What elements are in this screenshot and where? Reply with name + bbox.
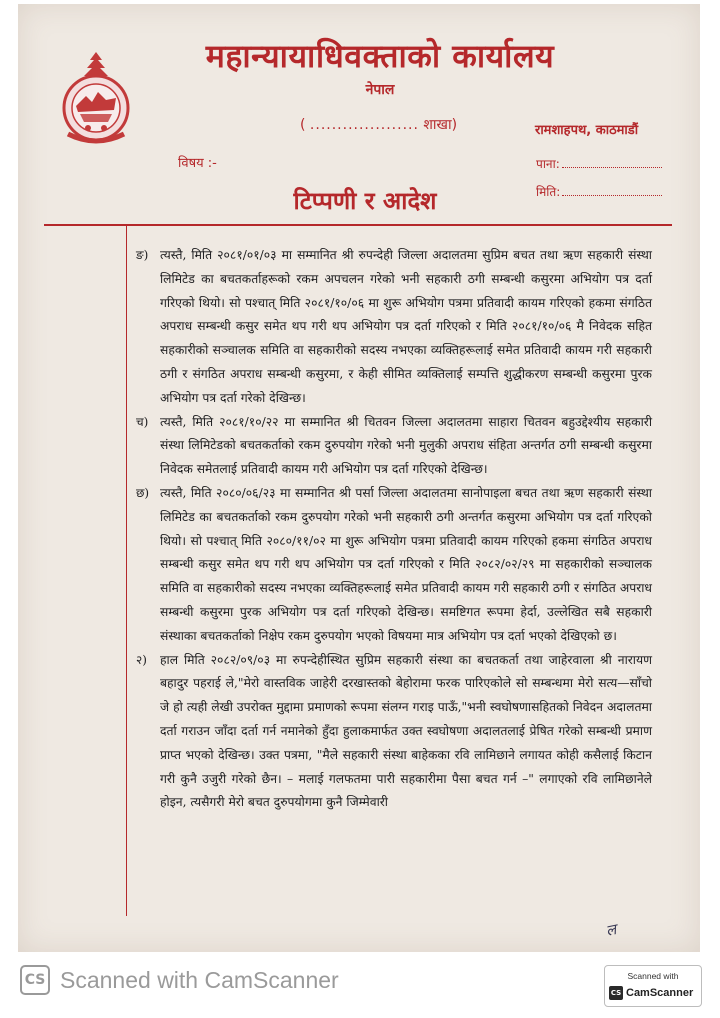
office-address: रामशाहपथ, काठमाडौं [535, 123, 639, 138]
camscanner-stamp [604, 965, 702, 1007]
date-field [536, 183, 662, 200]
header-rule [44, 224, 672, 226]
office-title: महान्यायाधिवक्ताको कार्यालय [205, 37, 555, 75]
page-number-field [536, 155, 662, 172]
paragraph-number: ङ) [136, 248, 149, 262]
paragraph-text: त्यस्तै, मिति २०८०/०६/२३ मा सम्मानित श्री पर्सा जिल्ला अदालतमा सानोपाइला बचत तथा ऋण सहकारी संस्था लिमिटेड का बचतकर्ताको रकम दुरुपयोग गरेको भनी सहकारी ठगी अन्तर्गत कसुरमा अभियोग पत्र दर्ता गरिएको थियो। सो पश्चात् मिति २०८०/११/०२ मा शुरू अभियोग पत्रमा प्रतिवादी कायम गरिएको हकमा संगठित अपराध सम्बन्धी कसुर समेत थप गरी थप अभियोग पत्र दर्ता गरिएको र मिति २०८२/०२/२९ मा सहकारीको सञ्चालक समिति वा सहकारीको सदस्य नभएका व्यक्तिहरूलाई समेत प्रतिवादी कायम गरी सहकारी ठगी र संगठित अपराध सम्बन्धी कसुरमा पुरक अभियोग पत्र दर्ता गरिएको देखिन्छ। समष्टिगत रूपमा हेर्दा, उल्लेखित सबै सहकारी संस्थाका बचतकर्ताको निक्षेप रकम दुरुपयोग भएको विषयमा मात्र अभियोग पत्र दर्ता भएको देखिएको छ। [160, 485, 652, 643]
date-leader [562, 185, 662, 196]
nepal-government-emblem-icon [58, 48, 134, 144]
document-body [136, 244, 652, 815]
paragraph-text: त्यस्तै, मिति २०८१/१०/२२ मा सम्मानित श्री चितवन जिल्ला अदालतमा साहारा चितवन बहुउद्देश्यीय सहकारी संस्था लिमिटेडको बचतकर्ताको रकम दुरुपयोग गरेको भनी मुलुकी अपराध संहिता अन्तर्गत ठगी सम्बन्धी कसुरमा निवेदक समेतलाई प्रतिवादी कायम गरी अभियोग पत्र दर्ता गरिएको देखिन्छ। [160, 414, 652, 477]
country-name: नेपाल [365, 82, 395, 98]
paragraph-number: छ) [136, 485, 150, 500]
paragraph-text: हाल मिति २०८२/०९/०३ मा रुपन्देहीस्थित सुप्रिम सहकारी संस्था का बचतकर्ता तथा जाहेरवाला श्री नारायण बहादुर पहराई ले,"मेरो वास्तविक जाहेरी दरखास्तको बेहोरामा फरक पारिएकोले सो सम्बन्धमा मेरो सत्य—साँचो जे हो त्यही लेखी उपरोक्त मुद्दामा प्रमाणको रूपमा संलग्न गराइ पाऊँ,"भनी स्वघोषणासहितको निवेदन अदालतमा दर्ता गराउन जाँदा दर्ता गर्न नमानेको हुँदा हुलाकमार्फत उक्त स्वघोषणा अदालतलाई प्रेषित गरेको सम्बन्धी प्रमाण प्राप्त भएको देखिन्छ। उक्त पत्रमा, "मैले सहकारी संस्था बाहेकका रवि लामिछाने लगायत कोही कसैलाई किटान गरी कुनै उजुरी गरेको छैन। – मलाई गलफतमा पारी सहकारीमा पैसा बचत गर्न –" लगाएको रवि लामिछानेले होइन, त्यसैगरी मेरो बचत दुरुपयोगमा कुनै जिम्मेवारी [160, 652, 652, 810]
camscanner-watermark [20, 962, 339, 998]
paragraph-nga [136, 244, 652, 411]
stamp-logo-icon: CS [609, 986, 623, 1000]
stamp-caption: Scanned with [627, 971, 679, 981]
branch-label: शाखा) [423, 117, 458, 133]
handwritten-initial: ल [604, 920, 618, 940]
branch-blank: .................... [309, 117, 419, 133]
paragraph-number: २) [136, 652, 147, 667]
paragraph-chha [136, 482, 652, 649]
paragraph-number: च) [136, 414, 149, 429]
stamp-brand [609, 986, 693, 1000]
scanned-with-text: Scanned with CamScanner [60, 966, 339, 993]
branch-open-paren: ( [300, 117, 306, 133]
paragraph-text: त्यस्तै, मिति २०८१/०१/०३ मा सम्मानित श्री रुपन्देही जिल्ला अदालतमा सुप्रिम बचत तथा ऋण सहकारी संस्था लिमिटेड का बचतकर्ताहरूको रकम अपचलन गरेको भनी सहकारी ठगी सम्बन्धी कसुरमा अभियोग पत्र दर्ता गरिएको थियो। सो पश्चात् मिति २०८१/१०/०६ मा शुरू अभियोग पत्रमा प्रतिवादी कायम गरिएको हकमा संगठित अपराध सम्बन्धी कसुर समेत थप गरी थप अभियोग पत्र दर्ता गरिएको र मिति २०८१/१०/०६ मै निवेदक सहित सहकारीको सञ्चालक समिति वा सहकारीको सदस्य नभएका व्यक्तिहरूलाई समेत प्रतिवादी कायम गरी सहकारी ठगी र संगठित अपराध सम्बन्धी कसुरमा, र केही सीमित व्यक्तिलाई सम्पत्ति शुद्धीकरण सम्बन्धी कसुरमा पुरक अभियोग पत्र दर्ता गरेको देखिन्छ। [160, 248, 652, 405]
paragraph-cha [136, 411, 652, 482]
camscanner-logo-icon: CS [20, 965, 50, 995]
date-label: मिति: [536, 185, 561, 199]
page-number-label: पाना: [536, 157, 560, 171]
margin-line [126, 226, 127, 916]
branch-line [300, 115, 457, 134]
subject-label: विषय :- [178, 156, 217, 171]
stamp-brand-name: CamScanner [626, 987, 694, 999]
paragraph-two [136, 649, 652, 816]
document-heading: टिप्पणी र आदेश [293, 186, 437, 215]
page-number-leader [562, 157, 662, 168]
